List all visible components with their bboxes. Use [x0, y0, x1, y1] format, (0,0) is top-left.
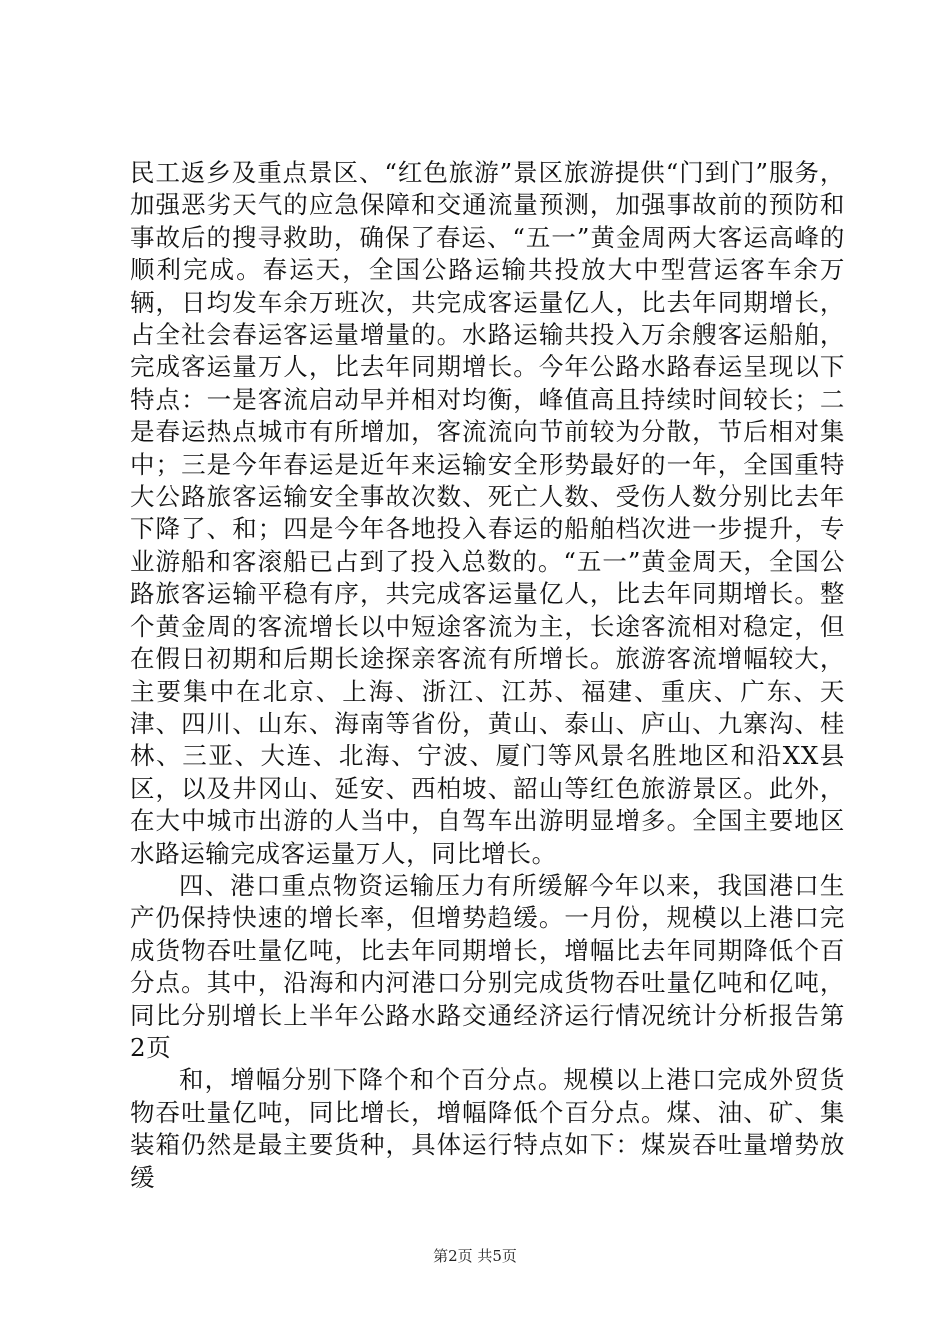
paragraph-cargo-types: 和，增幅分别下降个和个百分点。规模以上港口完成外贸货物吞吐量亿吨，同比增长，增幅降低个百分点。煤、油、矿、集装箱仍然是最主要货种，具体运行特点如下：煤炭吞吐量增势放缓 [130, 1065, 845, 1192]
body-text [130, 157, 845, 1194]
page-footer: 第2页 共5页 [433, 1247, 517, 1265]
paragraph-port-transport: 四、港口重点物资运输压力有所缓解今年以来，我国港口生产仍保持快速的增长率，但增势趋缓。一月份，规模以上港口完成货物吞吐量亿吨，比去年同期增长，增幅比去年同期降低个百分点。其中，沿海和内河港口分别完成货物吞吐量亿吨和亿吨，同比分别增长上半年公路水路交通经济运行情况统计分析报告第2页 [130, 870, 845, 1062]
paragraph-passenger-transport: 民工返乡及重点景区、“红色旅游”景区旅游提供“门到门”服务，加强恶劣天气的应急保障和交通流量预测，加强事故前的预防和事故后的搜寻救助，确保了春运、“五一”黄金周两大客运高峰的顺利完成。春运天，全国公路运输共投放大中型营运客车余万辆，日均发车余万班次，共完成客运量亿人，比去年同期增长，占全社会春运客运量增量的。水路运输共投入万余艘客运船舶，完成客运量万人，比去年同期增长。今年公路水路春运呈现以下特点：一是客流启动早并相对均衡，峰值高且持续时间较长；二是春运热点城市有所增加，客流流向节前较为分散，节后相对集中；三是今年春运是近年来运输安全形势最好的一年，全国重特大公路旅客运输安全事故次数、死亡人数、受伤人数分别比去年下降了、和；四是今年各地投入春运的船舶档次进一步提升，专业游船和客滚船已占到了投入总数的。“五一”黄金周天，全国公路旅客运输平稳有序，共完成客运量亿人，比去年同期增长。整个黄金周的客流增长以中短途客流为主，长途客流相对稳定，但在假日初期和后期长途探亲客流有所增长。旅游客流增幅较大，主要集中在北京、上海、浙江、江苏、福建、重庆、广东、天津、四川、山东、海南等省份，黄山、泰山、庐山、九寨沟、桂林、三亚、大连、北海、宁波、厦门等风景名胜地区和沿XX县区，以及井冈山、延安、西柏坡、韶山等红色旅游景区。此外，在大中城市出游的人当中，自驾车出游明显增多。全国主要地区水路运输完成客运量万人，同比增长。 [130, 158, 845, 868]
